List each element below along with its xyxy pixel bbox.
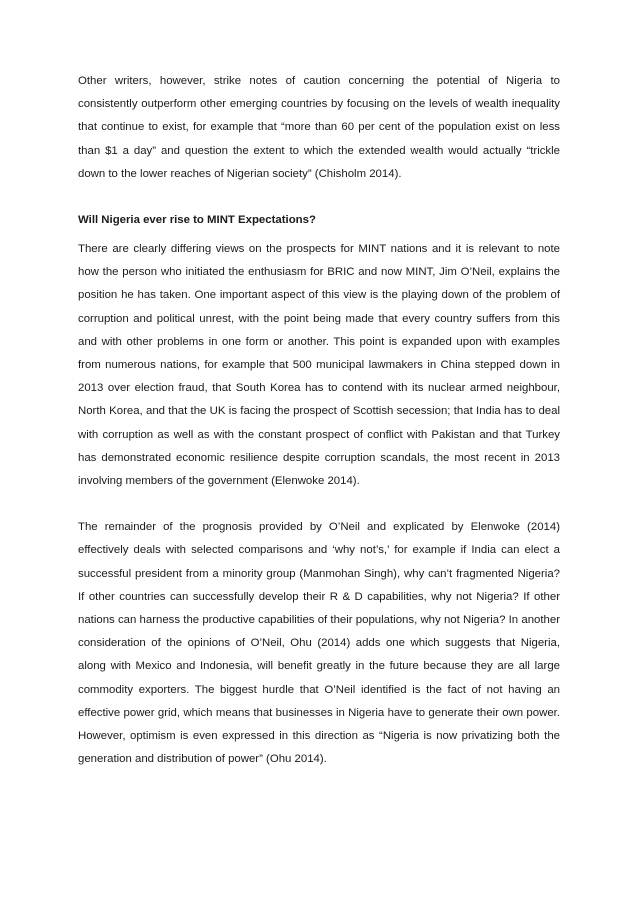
- document-page: [78, 70, 560, 771]
- paragraph-oneil-prognosis: The remainder of the prognosis provided by O’Neil and explicated by Elenwoke (2014) effectively deals with selected comparisons and ‘why not’s,’ for example if India can elect a successful president from a minority group (Manmohan Singh), why can’t fragmented Nigeria? If other countries can successfully develop their R & D capabilities, why not Nigeria? If other nations can harness the productive capabilities of their populations, why not Nigeria? In another consideration of the opinions of O’Neil, Ohu (2014) adds one which suggests that Nigeria, along with Mexico and Indonesia, will benefit greatly in the future because they are all large commodity exporters. The biggest hurdle that O’Neil identified is the fact of not having an effective power grid, which means that businesses in Nigeria have to generate their own power. However, optimism is even expressed in this direction as “Nigeria is now privatizing both the generation and distribution of power” (Ohu 2014).: [78, 521, 560, 766]
- section-heading: Will Nigeria ever rise to MINT Expectations?: [78, 214, 316, 227]
- paragraph-caution-wealth-inequality: Other writers, however, strike notes of caution concerning the potential of Nigeria to consistently outperform other emerging countries by focusing on the levels of wealth inequality that continue to exist, for example that “more than 60 per cent of the population exist on less than $1 a day” and question the extent to which the extended wealth would actually “trickle down to the lower reaches of Nigerian society” (Chisholm 2014).: [78, 75, 560, 180]
- paragraph-mint-prospects: There are clearly differing views on the prospects for MINT nations and it is relevant to note how the person who initiated the enthusiasm for BRIC and now MINT, Jim O’Neil, explains the position he has taken. One important aspect of this view is the playing down of the problem of corruption and political unrest, with the point being made that every country suffers from this and with other problems in one form or another. This point is expanded upon with examples from numerous nations, for example that 500 municipal lawmakers in China stepped down in 2013 over election fraud, that South Korea has to contend with its nuclear armed neighbour, North Korea, and that the UK is facing the prospect of Scottish secession; that India has to deal with corruption as well as with the constant prospect of conflict with Pakistan and that Turkey has demonstrated economic resilience despite corruption scandals, the most recent in 2013 involving members of the government (Elenwoke 2014).: [78, 243, 560, 488]
